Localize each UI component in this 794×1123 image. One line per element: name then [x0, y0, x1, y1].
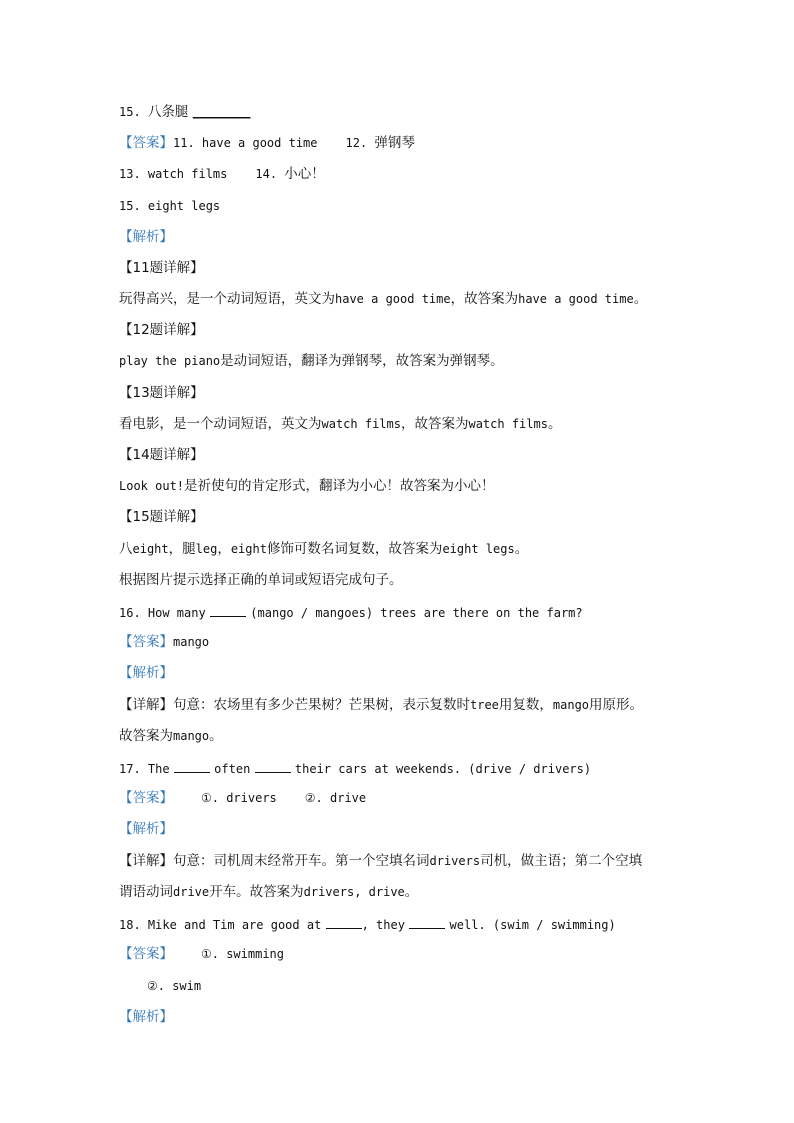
detail-heading-14: 【14题详解】	[119, 447, 204, 463]
analysis-tag: 【解析】	[119, 665, 173, 681]
detail-text-17: 【详解】句意：司机周末经常开车。第一个空填名词drivers司机，做主语；第二个空填	[119, 853, 643, 869]
question-15-prompt: 15. 八条腿 ________	[119, 104, 251, 120]
answer-line-15: 15. eight legs	[119, 199, 221, 213]
answer-tag: 【答案】	[119, 135, 173, 151]
answer-17: 【答案】 ①. drivers ②. drive	[119, 790, 367, 806]
answer-blank	[409, 916, 445, 929]
detail-text-13: 看电影，是一个动词短语，英文为watch films，故答案为watch films。	[119, 416, 562, 432]
answer-16: 【答案】mango	[119, 634, 210, 650]
answer-18: 【答案】 ①. swimming	[119, 946, 285, 962]
analysis-tag: 【解析】	[119, 1009, 173, 1025]
question-17: 17. The often their cars at weekends. (drive / drivers)	[119, 762, 592, 776]
answer-blank	[174, 760, 210, 773]
analysis-tag: 【解析】	[119, 229, 173, 245]
question-18: 18. Mike and Tim are good at , they well. (swim / swimming)	[119, 918, 616, 932]
answer-blank	[210, 604, 246, 617]
detail-text-14: Look out!是祈使句的肯定形式，翻译为小心！故答案为小心！	[119, 478, 495, 494]
detail-text-11: 玩得高兴，是一个动词短语，英文为have a good time，故答案为have a good time。	[119, 291, 648, 307]
question-16: 16. How many (mango / mangoes) trees are there on the farm?	[119, 606, 583, 620]
detail-text-16: 【详解】句意：农场里有多少芒果树？芒果树，表示复数时tree用复数，mango用原形。	[119, 697, 644, 713]
analysis-tag: 【解析】	[119, 821, 173, 837]
detail-conclusion-16: 故答案为mango。	[119, 728, 223, 744]
detail-heading-11: 【11题详解】	[119, 260, 204, 276]
answer-line-11-12: 【答案】11. have a good time 12. 弹钢琴	[119, 135, 415, 151]
answer-18-second: ②. swim	[147, 979, 202, 993]
detail-text-17-cont: 谓语动词drive开车。故答案为drivers, drive。	[119, 884, 419, 900]
detail-heading-15: 【15题详解】	[119, 509, 204, 525]
detail-text-15: 八eight，腿leg，eight修饰可数名词复数，故答案为eight legs。	[119, 541, 529, 557]
answer-tag: 【答案】	[119, 946, 173, 962]
answer-blank	[326, 916, 362, 929]
answer-line-13-14: 13. watch films 14. 小心！	[119, 166, 325, 182]
answer-blank	[255, 760, 291, 773]
answer-tag: 【答案】	[119, 790, 173, 806]
answer-blank: ________	[192, 105, 251, 119]
detail-heading-13: 【13题详解】	[119, 385, 204, 401]
section-instruction: 根据图片提示选择正确的单词或短语完成句子。	[119, 572, 403, 588]
detail-text-12: play the piano是动词短语，翻译为弹钢琴，故答案为弹钢琴。	[119, 353, 504, 369]
detail-heading-12: 【12题详解】	[119, 322, 204, 338]
answer-tag: 【答案】	[119, 634, 173, 650]
